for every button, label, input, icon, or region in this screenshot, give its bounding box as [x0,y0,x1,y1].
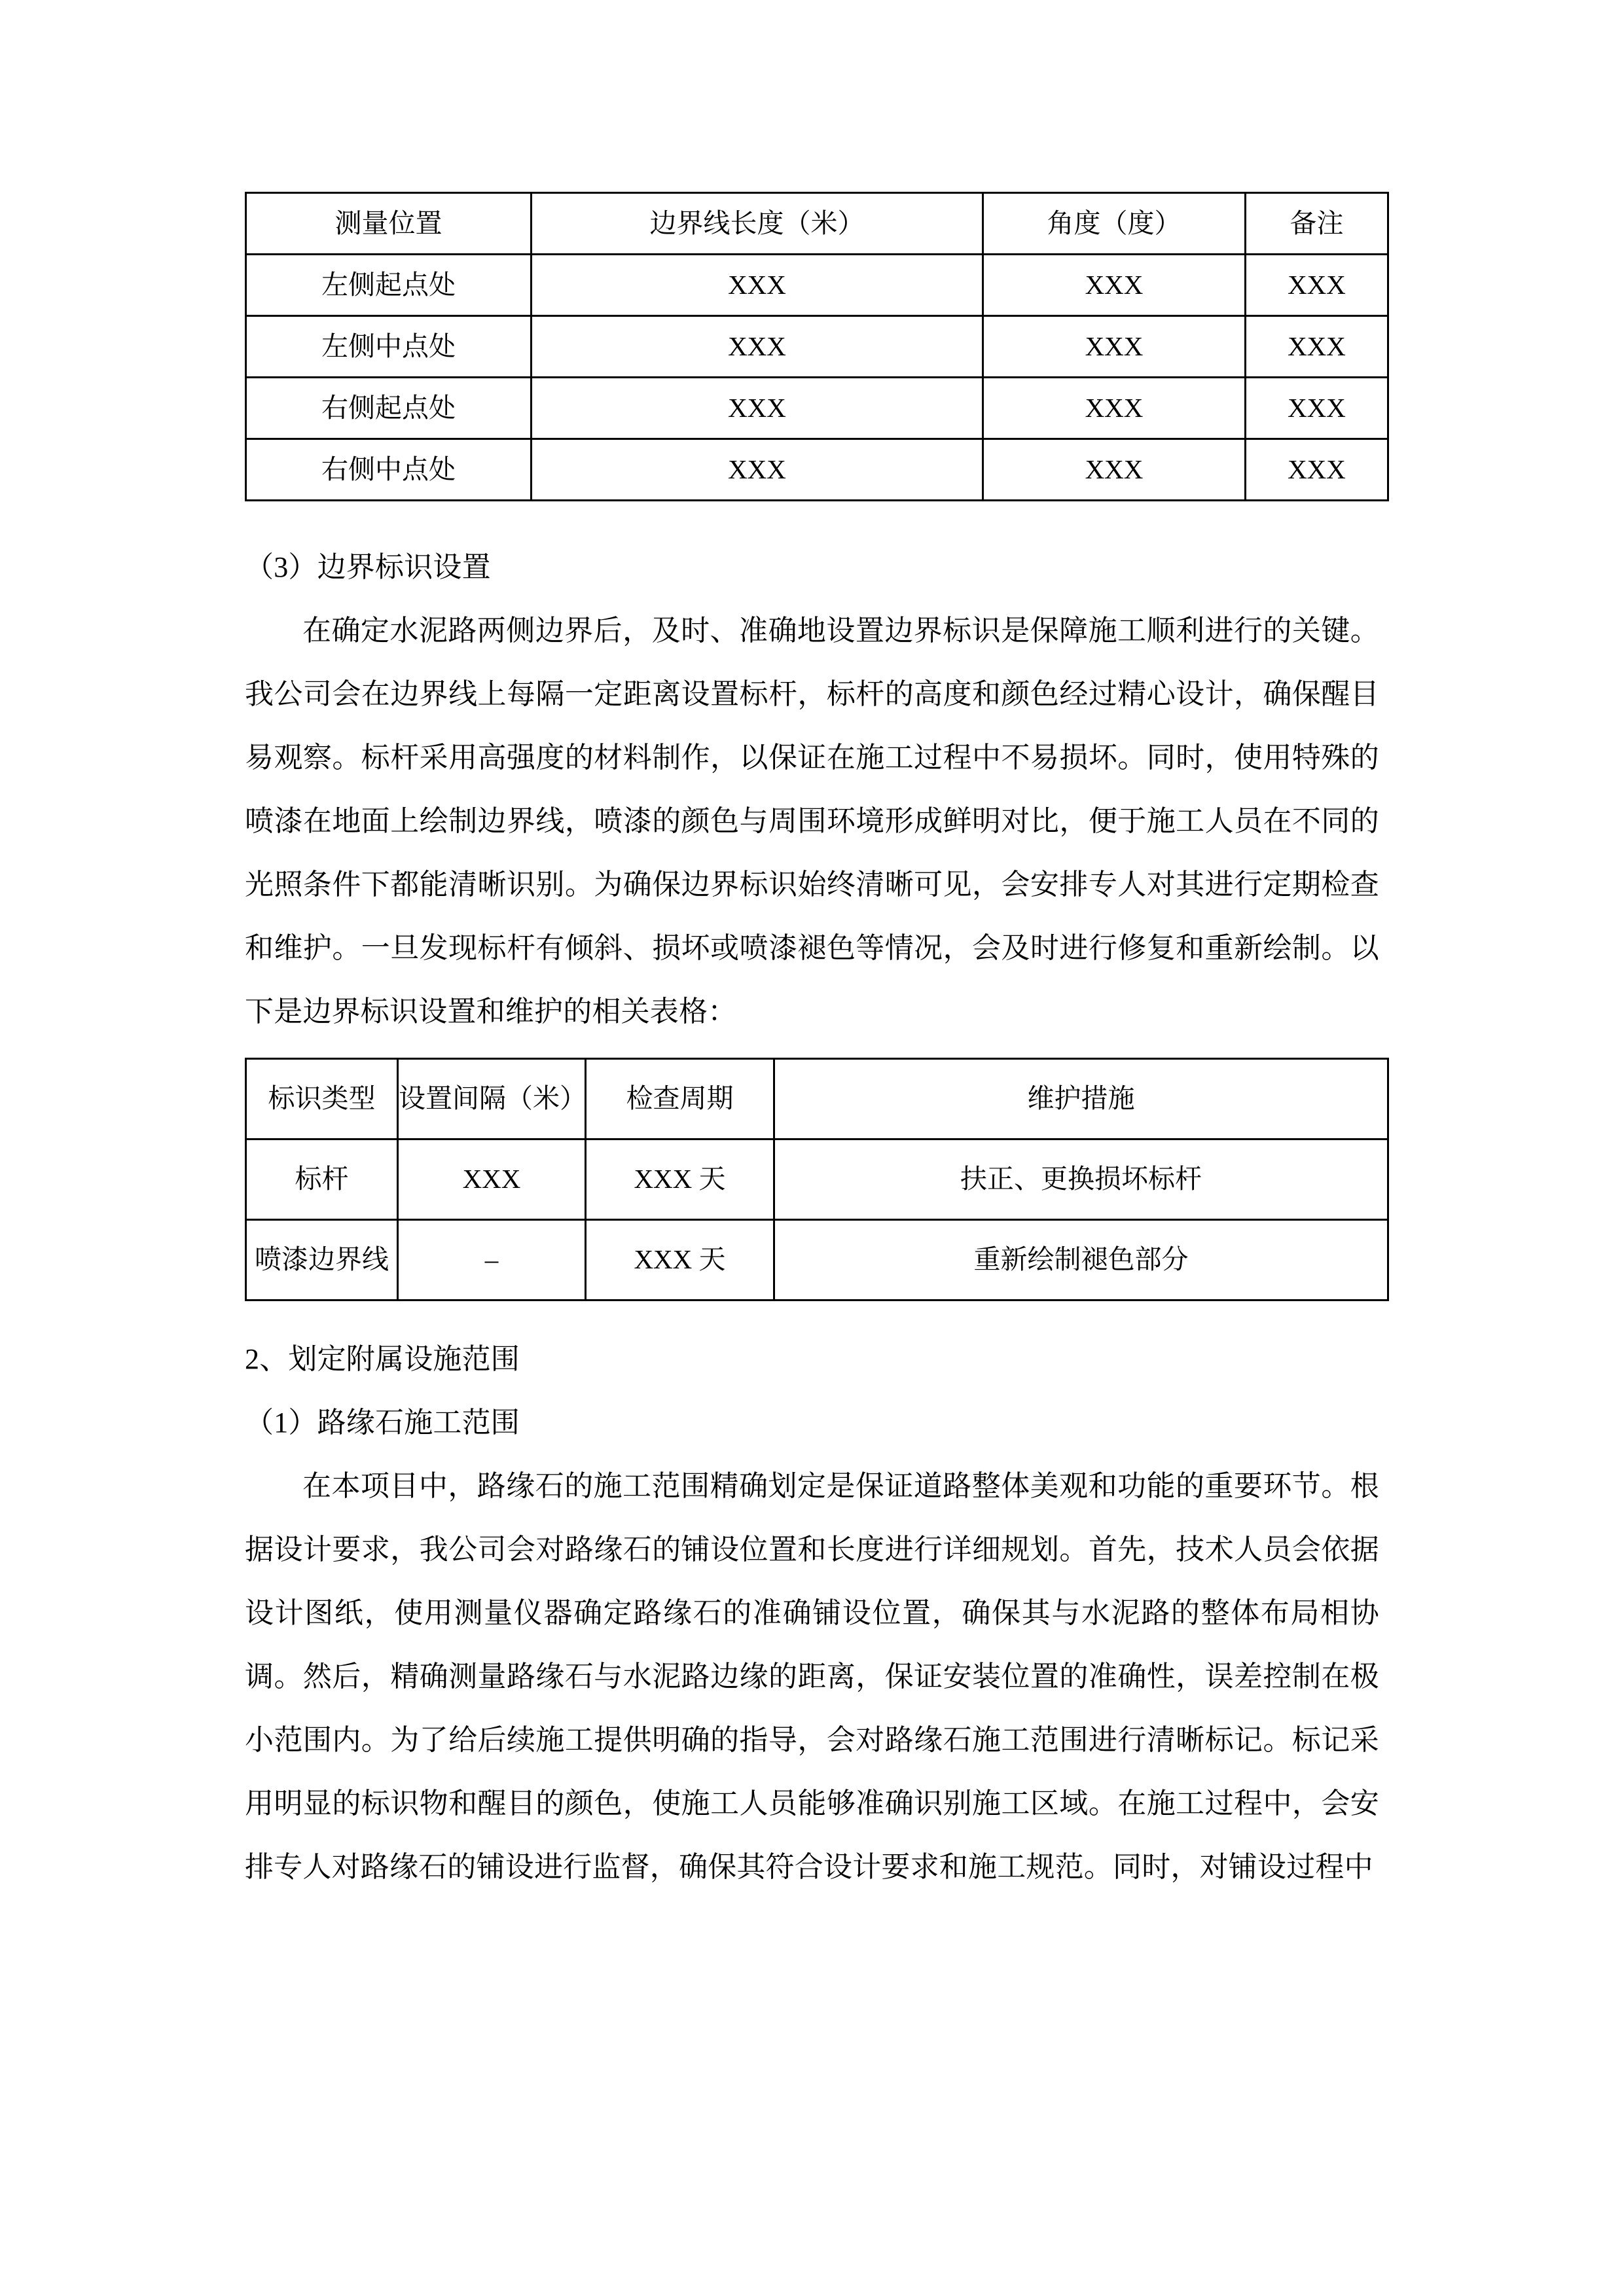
table-row [246,439,1388,501]
cell-measure-position: 左侧中点处 [246,316,532,378]
table-row [246,378,1388,439]
table-row [246,316,1388,378]
heading-curb-scope: （1）路缘石施工范围 [245,1407,520,1439]
column-header-boundary-length: 边界线长度（米） [532,193,983,255]
cell-angle: XXX [983,255,1246,316]
column-header-maintenance-measure: 维护措施 [774,1059,1388,1139]
column-header-marker-type: 标识类型 [246,1059,398,1139]
cell-measure-position: 右侧起点处 [246,378,532,439]
marker-maintenance-table [245,1058,1389,1301]
cell-remark: XXX [1246,255,1388,316]
cell-remark: XXX [1246,439,1388,501]
column-header-spacing: 设置间隔（米） [398,1059,586,1139]
cell-boundary-length: XXX [532,255,983,316]
cell-angle: XXX [983,316,1246,378]
heading-ancillary-scope: 2、划定附属设施范围 [245,1343,520,1375]
spacer [245,1301,1379,1327]
cell-measure-position: 左侧起点处 [246,255,532,316]
cell-boundary-length: XXX [532,439,983,501]
paragraph-boundary-marker-body: 在确定水泥路两侧边界后，及时、准确地设置边界标识是保障施工顺利进行的关键。我公司会在边界线上每隔一定距离设置标杆，标杆的高度和颜色经过精心设计，确保醒目易观察。标杆采用高强度的材料制作，以保证在施工过程中不易损坏。同时，使用特殊的喷漆在地面上绘制边界线，喷漆的颜色与周围环境形成鲜明对比，便于施工人员在不同的光照条件下都能清晰识别。为确保边界标识始终清晰可见，会安排专人对其进行定期检查和维护。一旦发现标杆有倾斜、损坏或喷漆褪色等情况，会及时进行修复和重新绘制。以下是边界标识设置和维护的相关表格： [245,615,1379,1028]
cell-marker-type: 喷漆边界线 [246,1220,398,1300]
table-header-row [246,1059,1388,1139]
column-header-measure-position: 测量位置 [246,193,532,255]
cell-spacing: XXX [398,1139,586,1220]
cell-boundary-length: XXX [532,378,983,439]
cell-remark: XXX [1246,378,1388,439]
cell-inspection-cycle: XXX 天 [586,1139,774,1220]
cell-marker-type: 标杆 [246,1139,398,1220]
cell-boundary-length: XXX [532,316,983,378]
cell-measure-position: 右侧中点处 [246,439,532,501]
table-header-row [246,193,1388,255]
table-row [246,1139,1388,1220]
cell-maintenance-measure: 扶正、更换损坏标杆 [774,1139,1388,1220]
heading-boundary-marker-setup: （3）边界标识设置 [245,551,491,583]
boundary-measurement-table [245,192,1389,501]
cell-angle: XXX [983,378,1246,439]
cell-inspection-cycle: XXX 天 [586,1220,774,1300]
spacer [245,1043,1379,1058]
paragraph-curb-scope-body: 在本项目中，路缘石的施工范围精确划定是保证道路整体美观和功能的重要环节。根据设计要求，我公司会对路缘石的铺设位置和长度进行详细规划。首先，技术人员会依据设计图纸，使用测量仪器确定路缘石的准确铺设位置，确保其与水泥路的整体布局相协调。然后，精确测量路缘石与水泥路边缘的距离，保证安装位置的准确性，误差控制在极小范围内。为了给后续施工提供明确的指导，会对路缘石施工范围进行清晰标记。标记采用明显的标识物和醒目的颜色，使施工人员能够准确识别施工区域。在施工过程中，会安排专人对路缘石的铺设进行监督，确保其符合设计要求和施工规范。同时，对铺设过程中 [245,1470,1379,1883]
cell-maintenance-measure: 重新绘制褪色部分 [774,1220,1388,1300]
column-header-inspection-cycle: 检查周期 [586,1059,774,1139]
table-row [246,1220,1388,1300]
cell-angle: XXX [983,439,1246,501]
column-header-angle: 角度（度） [983,193,1246,255]
cell-spacing: – [398,1220,586,1300]
table-row [246,255,1388,316]
spacer [245,501,1379,535]
cell-remark: XXX [1246,316,1388,378]
column-header-remark: 备注 [1246,193,1388,255]
